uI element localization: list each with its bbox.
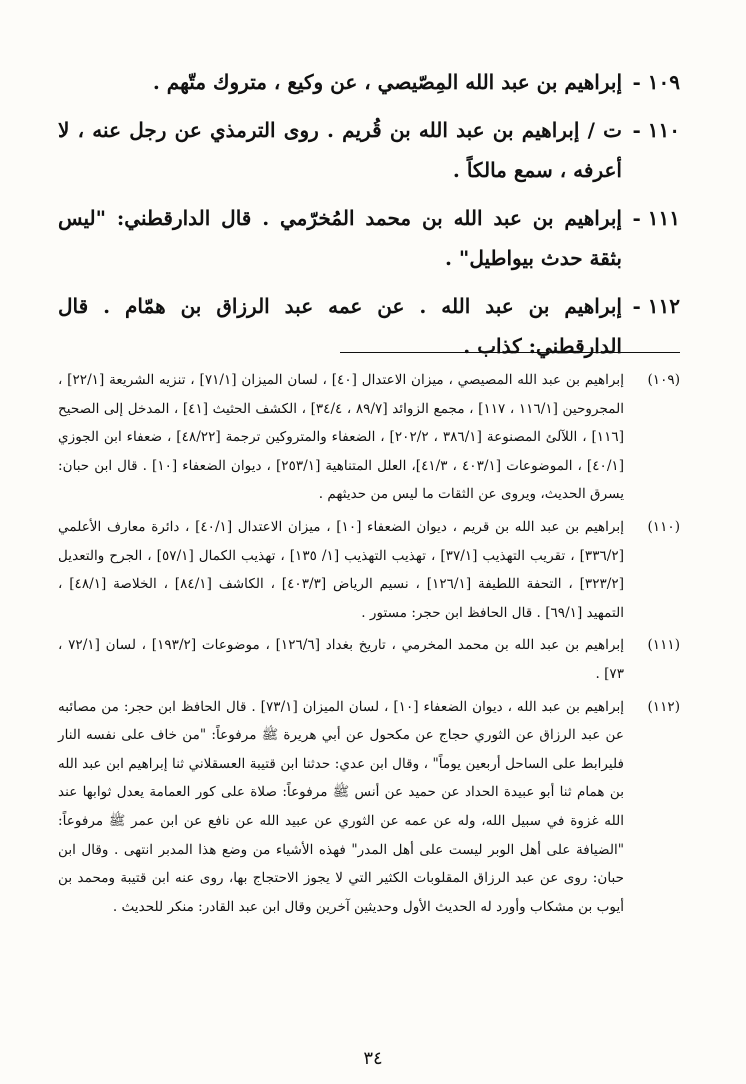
- footnote-number: (١٠٩): [647, 372, 680, 388]
- entry-text: إبراهيم بن عبد الله . عن عمه عبد الرزاق بن همّام . قال الدارقطني: كذاب .: [58, 294, 622, 358]
- footnote-number: (١١١): [647, 637, 680, 654]
- footnote-text: إبراهيم بن عبد الله بن قريم ، ديوان الضعفاء [١٠] ، ميزان الاعتدال [٤٠/١] ، دائرة معارف الأعلمي [٣٣٦/٢] ، تقريب التهذيب [٣٧/١] ، تهذيب التهذيب [١/ ١٣٥] ، تهذيب الكمال [٥٧/١] ، الجرح والتعديل [٣٢٣/٢] ، التحفة اللطيفة [١٢٦/١] ، نسيم الرياض [٤٠٣/٣] ، الكاشف [٨٤/١] ، الخلاصة [٤٨/١] ، التمهيد [٦٩/١] . قال الحافظ ابن حجر: مستور .: [58, 518, 625, 621]
- footnote-112: [58, 693, 680, 922]
- footnote-109: [58, 366, 680, 509]
- entry-text: ت / إبراهيم بن عبد الله بن قُريم . روى الترمذي عن رجل عنه ، لا أعرفه ، سمع مالكاً .: [58, 118, 622, 182]
- entry-number: ١١٢ -: [632, 294, 680, 318]
- footnote-text: إبراهيم بن عبد الله المصيصي ، ميزان الاعتدال [٤٠] ، لسان الميزان [٧١/١] ، تنزيه الشريعة [٢٢/١] ، المجروحين [١١٦/١ ، ١١٧] ، مجمع الزوائد [٨٩/٧ ، ٣٤/٤] ، الكشف الحثيث [٤١] ، المدخل إلى الصحيح [١١٦] ، اللآلئ المصنوعة [٣٨٦/١ ، ٢٠٢/٢] ، الضعفاء والمتروكين ترجمة [٤٨/٢٢] ، ضعفاء ابن الجوزي [٤٠/١] ، الموضوعات [٤٠٣/١ ، ٤١/٣]، العلل المتناهية [٢٥٣/١] ، ديوان الضعفاء [١٠] . قال ابن حبان: يسرق الحديث، ويروى عن الثقات ما ليس من حديثهم .: [58, 372, 625, 503]
- footnote-divider: [340, 352, 680, 353]
- entry-109: [58, 62, 680, 102]
- entry-111: [58, 198, 680, 278]
- entry-110: [58, 110, 680, 190]
- entries-list: [58, 62, 680, 374]
- entry-number: ١١١ -: [632, 206, 680, 230]
- entry-number: ١١٠ -: [632, 118, 680, 142]
- footnote-number: (١١٢): [647, 698, 680, 715]
- page-number: ٣٤: [363, 1048, 383, 1069]
- footnote-111: [58, 631, 680, 688]
- footnote-110: [58, 513, 680, 627]
- entry-number: ١٠٩ -: [632, 70, 680, 94]
- footnotes: [58, 366, 680, 925]
- footnote-number: (١١٠): [647, 518, 680, 535]
- entry-text: إبراهيم بن عبد الله المِصّيصي ، عن وكيع ، متروك متّهم .: [152, 70, 622, 94]
- footnote-text: إبراهيم بن عبد الله بن محمد المخرمي ، تاريخ بغداد [١٢٦/٦] ، موضوعات [١٩٣/٢] ، لسان [٧٢/١ ، ٧٣] .: [58, 637, 624, 682]
- entry-text: إبراهيم بن عبد الله بن محمد المُخرّمي . قال الدارقطني: "ليس بثقة حدث بيواطيل" .: [58, 206, 622, 270]
- entry-112: [58, 286, 680, 366]
- footnote-text: إبراهيم بن عبد الله ، ديوان الضعفاء [١٠] ، لسان الميزان [٧٣/١] . قال الحافظ ابن حجر: من مصائبه عن عبد الرزاق عن الثوري حجاج عن مكحول عن أبي هريرة ﷺ مرفوعاً: "من خاف على نفسه النار فليرابط على الساحل أربعين يوماً" ، وقال ابن عدي: حدثنا ابن قتيبة العسقلاني ثنا إبراهيم ابن عبد الله بن همام ثنا أبو عبيدة الحداد عن حميد عن أنس ﷺ مرفوعاً: صلاة على كور العمامة يعدل ثوابها عند الله غزوة في سبيل الله، وله عن عمه عن الثوري عن عبيد الله عن نافع عن ابن عمر ﷺ مرفوعاً: "الضيافة على أهل الوبر ليست على أهل المدر" فهذه الأشياء من وضع هذا المدبر انتهى . وقال ابن حبان: روى عن عبد الرزاق المقلوبات الكثير التي لا يجوز الاحتجاج بها، روى عنه ابن قتيبة ومحمد بن أيوب بن مشكاب وأورد له الحديث الأول وحديثين آخرين وقال ابن عبد القادر: منكر للحديث .: [58, 698, 625, 915]
